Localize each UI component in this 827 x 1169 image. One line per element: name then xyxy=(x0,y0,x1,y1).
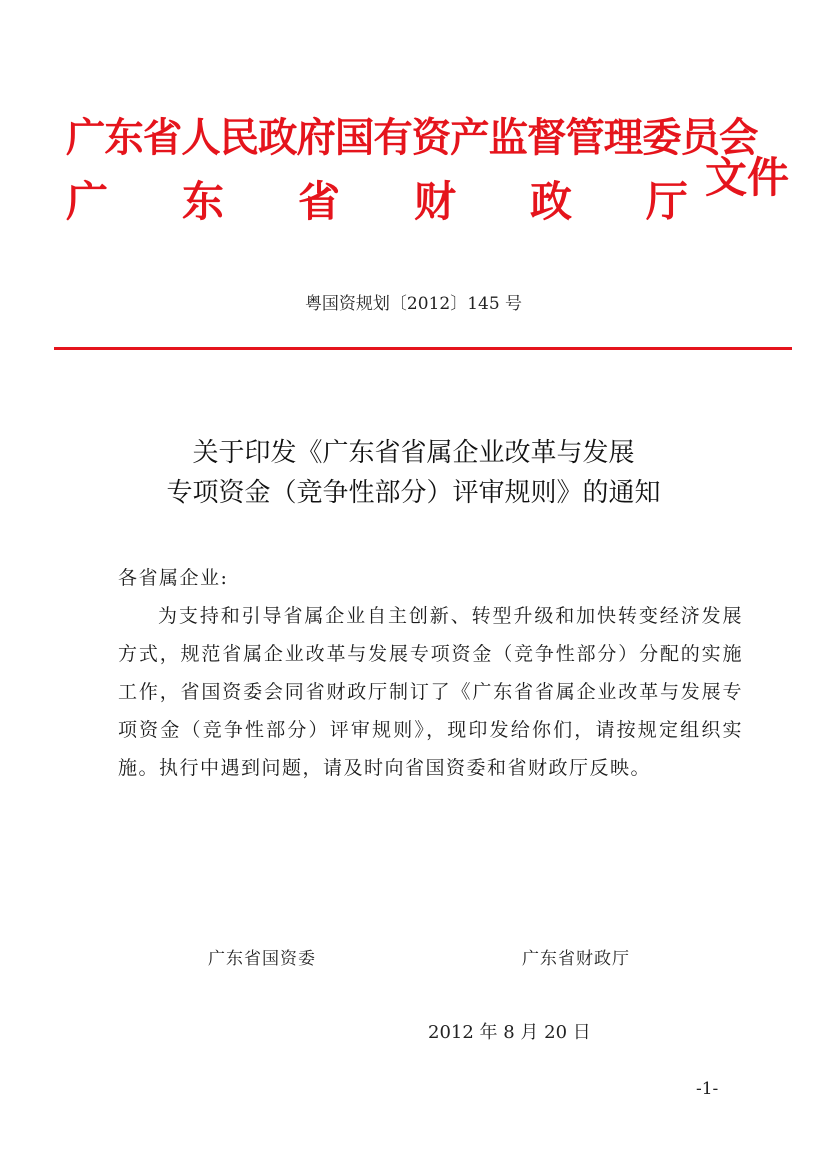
masthead-char: 财 xyxy=(413,177,456,226)
document-body xyxy=(118,559,743,787)
red-divider xyxy=(54,347,792,350)
masthead-suffix: 文件 xyxy=(705,153,790,202)
signer-sasac: 广东省国资委 xyxy=(208,949,316,969)
masthead-char: 省 xyxy=(297,177,340,226)
masthead-char: 广 xyxy=(66,177,109,226)
document-title xyxy=(0,433,827,513)
title-line-2: 专项资金（竞争性部分）评审规则》的通知 xyxy=(166,478,661,508)
masthead-char: 政 xyxy=(529,177,572,226)
masthead-issuer-sasac: 广东省人民政府国有资产监督管理委员会 xyxy=(66,115,758,161)
masthead-issuer-finance xyxy=(66,172,688,232)
title-line-1: 关于印发《广东省省属企业改革与发展 xyxy=(192,438,635,468)
issue-date: 2012 年 8 月 20 日 xyxy=(428,1022,591,1043)
page-number: -1- xyxy=(696,1079,719,1099)
salutation: 各省属企业: xyxy=(118,567,229,589)
body-paragraph: 为支持和引导省属企业自主创新、转型升级和加快转变经济发展方式，规范省属企业改革与发展专项资金（竞争性部分）分配的实施工作，省国资委会同省财政厅制订了《广东省省属企业改革与发展专项资金（竞争性部分）评审规则》，现印发给你们，请按规定组织实施。执行中遇到问题，请及时向省国资委和省财政厅反映。 xyxy=(118,605,743,779)
signer-finance: 广东省财政厅 xyxy=(522,949,630,969)
masthead-char: 厅 xyxy=(645,177,688,226)
document-number: 粤国资规划〔2012〕145 号 xyxy=(304,294,523,314)
masthead-char: 东 xyxy=(181,177,224,226)
